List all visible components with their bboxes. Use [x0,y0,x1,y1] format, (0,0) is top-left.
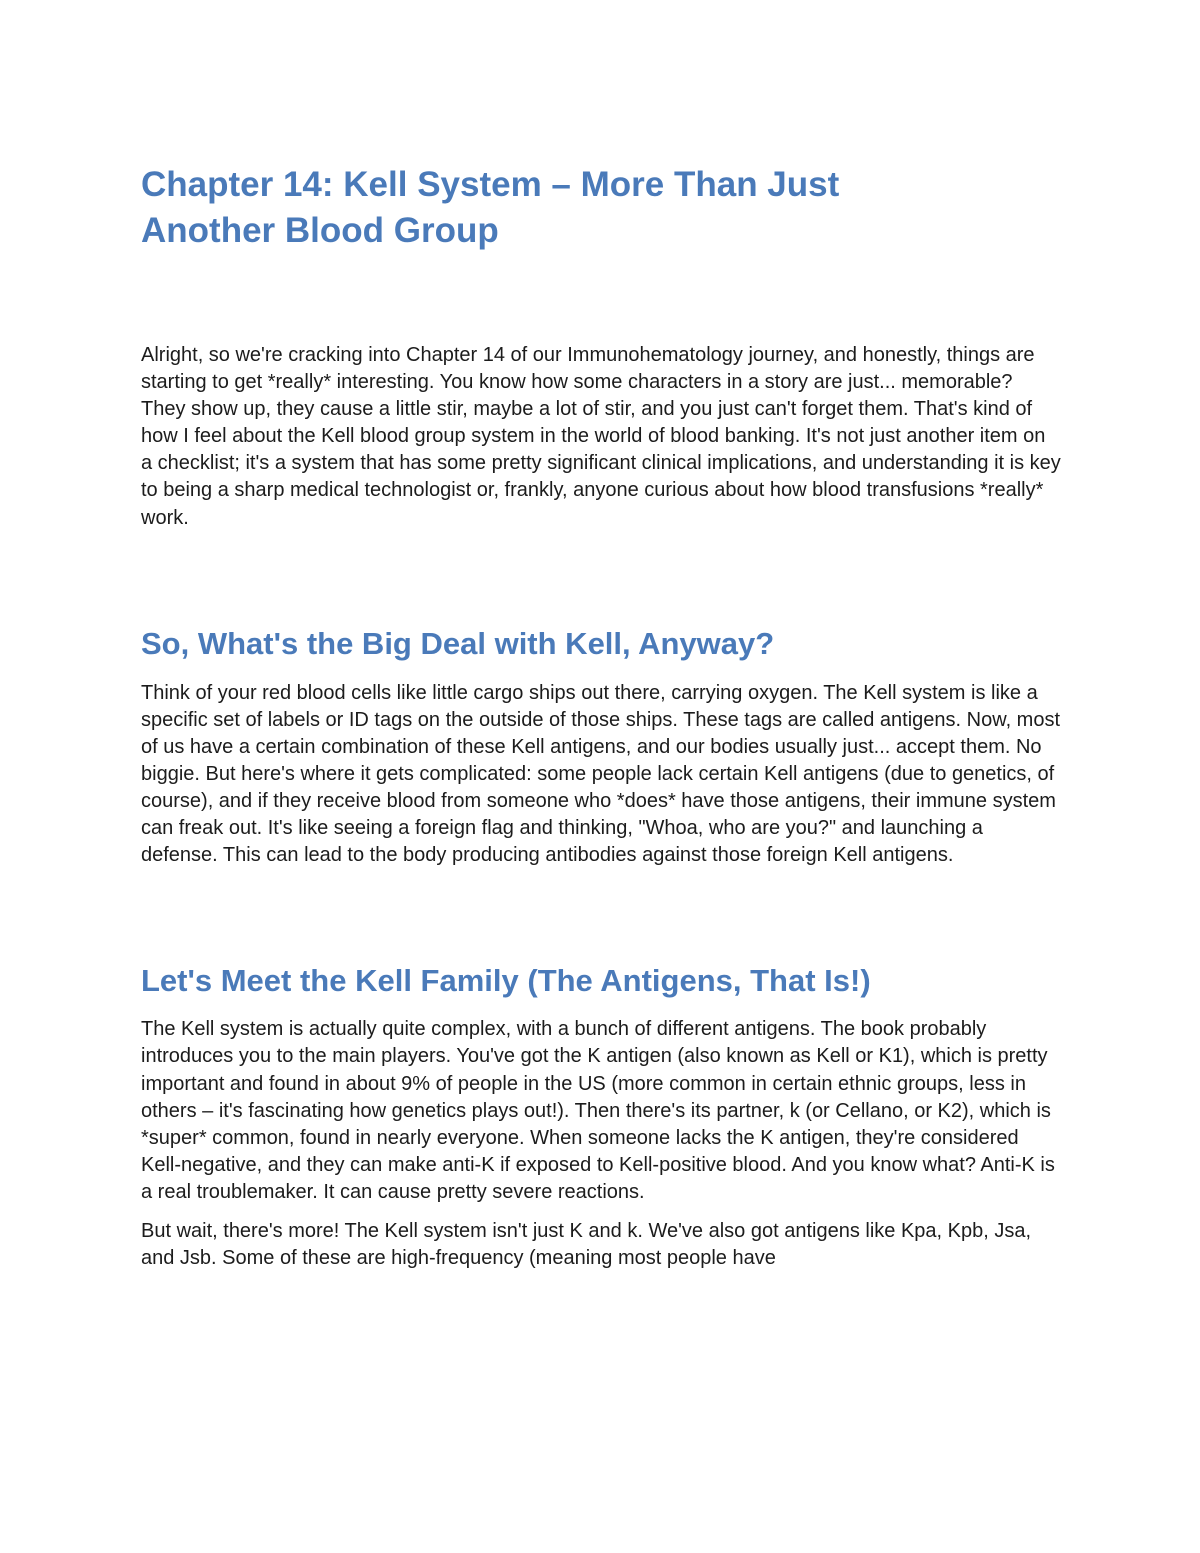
section-heading-big-deal: So, What's the Big Deal with Kell, Anyway? [141,625,775,661]
chapter-title-line-1: Chapter 14: Kell System – More Than Just [141,165,840,204]
chapter-title-line-2: Another Blood Group [141,211,499,250]
section-paragraph-big-deal: Think of your red blood cells like little cargo ships out there, carrying oxygen. The Kell system is like a specific set of labels or ID tags on the outside of those ships. These tags are called antigens. Now, most of us have a certain combination of these Kell antigens, and our bodies usually just... accept them. No biggie. But here's where it gets complicated: some people lack certain Kell antigens (due to genetics, of course), and if they receive blood from someone who *does* have those antigens, their immune system can freak out. It's like seeing a foreign flag and thinking, "Whoa, who are you?" and launching a defense. This can lead to the body producing antibodies against those foreign Kell antigens. [141,681,1061,867]
document-page [141,160,1061,1272]
chapter-title [141,162,1061,254]
section-heading-kell-family: Let's Meet the Kell Family (The Antigens, That Is!) [141,963,871,999]
section-paragraph-kell-family-2: But wait, there's more! The Kell system isn't just K and k. We've also got antigens like Kpa, Kpb, Jsa, and Jsb. Some of these are high-frequency (meaning most people have [141,1219,1032,1270]
intro-paragraph: Alright, so we're cracking into Chapter 14 of our Immunohematology journey, and honestly, things are starting to get *really* interesting. You know how some characters in a story are just... memorable? They show up, they cause a little stir, maybe a lot of stir, and you just can't forget them. That's kind of how I feel about the Kell blood group system in the world of blood banking. It's not just another item on a checklist; it's a system that has some pretty significant clinical implications, and understanding it is key to being a sharp medical technologist or, frankly, anyone curious about how blood transfusions *really* work. [141,344,1061,529]
section-paragraph-kell-family-1: The Kell system is actually quite complex, with a bunch of different antigens. The book probably introduces you to the main players. You've got the K antigen (also known as Kell or K1), which is pretty important and found in about 9% of people in the US (more common in certain ethnic groups, less in others – it's fascinating how genetics plays out!). Then there's its partner, k (or Cellano, or K2), which is *super* common, found in nearly everyone. When someone lacks the K antigen, they're considered Kell-negative, and they can make anti-K if exposed to Kell-positive blood. And you know what? Anti-K is a real troublemaker. It can cause pretty severe reactions. [141,1018,1055,1203]
